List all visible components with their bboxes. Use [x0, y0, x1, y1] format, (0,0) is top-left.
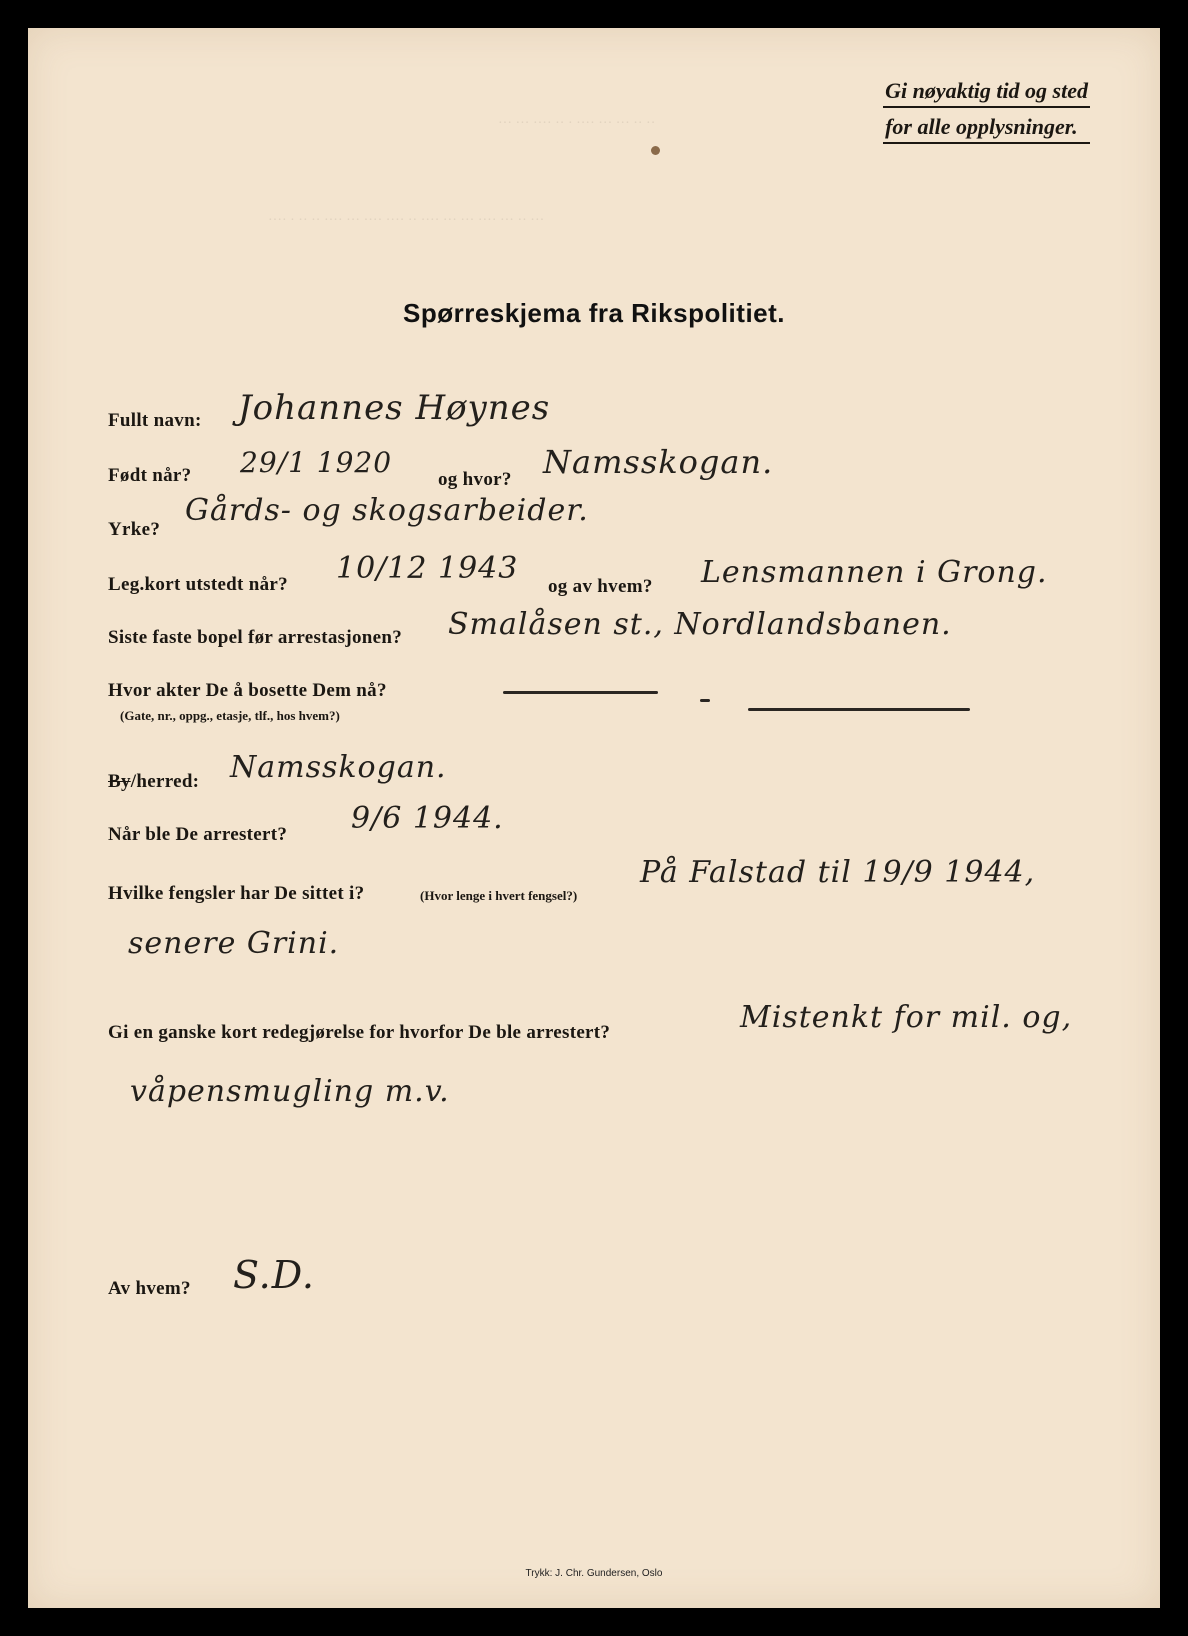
last-address-value: Smalåsen st., Nordlandsbanen.	[448, 607, 952, 642]
form-sheet	[28, 28, 1160, 1608]
bleed-through-text: ··· ··· ···· ·· · ···· ··· ··· ·· ··	[498, 116, 656, 131]
prisons-label: Hvilke fengsler har De sittet i?	[108, 883, 365, 904]
settle-sublabel: (Gate, nr., oppg., etasje, tlf., hos hvem?)	[120, 708, 340, 723]
reason-value-line1: Mistenkt for mil. og,	[740, 1000, 1073, 1035]
municipality-label-struck: By	[108, 771, 131, 792]
born-label: Født når?	[108, 465, 192, 486]
instruction-notice	[883, 78, 1090, 150]
arrested-by-value: S.D.	[233, 1253, 315, 1297]
name-label: Fullt navn:	[108, 410, 202, 431]
name-value: Johannes Høynes	[238, 388, 551, 428]
arrest-date-label: Når ble De arrestert?	[108, 824, 288, 845]
prisons-value-line1: På Falstad til 19/9 1944,	[640, 855, 1036, 890]
arrest-date-value: 9/6 1944.	[351, 801, 504, 836]
dash-mark	[503, 691, 658, 694]
municipality-value: Namsskogan.	[230, 750, 447, 785]
last-address-label: Siste faste bopel før arrestasjonen?	[108, 627, 403, 648]
birthplace-label: og hvor?	[438, 469, 512, 490]
form-title: Spørreskjema fra Rikspolitiet.	[402, 298, 786, 328]
dash-mark	[748, 708, 970, 711]
reason-value-line2: våpensmugling m.v.	[130, 1074, 450, 1109]
prisons-sublabel: (Hvor lenge i hvert fengsel?)	[420, 888, 578, 903]
printer-imprint: Trykk: J. Chr. Gundersen, Oslo	[525, 1568, 663, 1579]
dash-mark	[700, 699, 710, 702]
occupation-label: Yrke?	[108, 519, 161, 540]
municipality-label	[108, 771, 199, 793]
idcard-date-value: 10/12 1943	[336, 551, 519, 586]
idcard-issuer-value: Lensmannen i Grong.	[701, 555, 1048, 590]
idcard-date-label: Leg.kort utstedt når?	[108, 574, 288, 595]
notice-line-2: for alle opplysninger.	[883, 114, 1090, 144]
birthplace-value: Namsskogan.	[543, 443, 774, 481]
born-value: 29/1 1920	[240, 446, 393, 479]
occupation-value: Gårds- og skogsarbeider.	[185, 493, 589, 528]
ink-spot	[651, 146, 660, 155]
prisons-value-line2: senere Grini.	[128, 926, 340, 961]
settle-label: Hvor akter De å bosette Dem nå?	[108, 680, 387, 701]
reason-label: Gi en ganske kort redegjørelse for hvorfor De ble arrestert?	[108, 1022, 611, 1043]
bleed-through-text: ···· · ·· ·· ···· ··· ···· ···· ·· ···· ··· ··· ···· ··· ·· ···	[268, 213, 545, 228]
notice-line-1: Gi nøyaktig tid og sted	[883, 78, 1090, 108]
municipality-label-main: /herred:	[130, 771, 200, 792]
arrested-by-label: Av hvem?	[108, 1278, 191, 1299]
idcard-issuer-label: og av hvem?	[548, 576, 653, 597]
